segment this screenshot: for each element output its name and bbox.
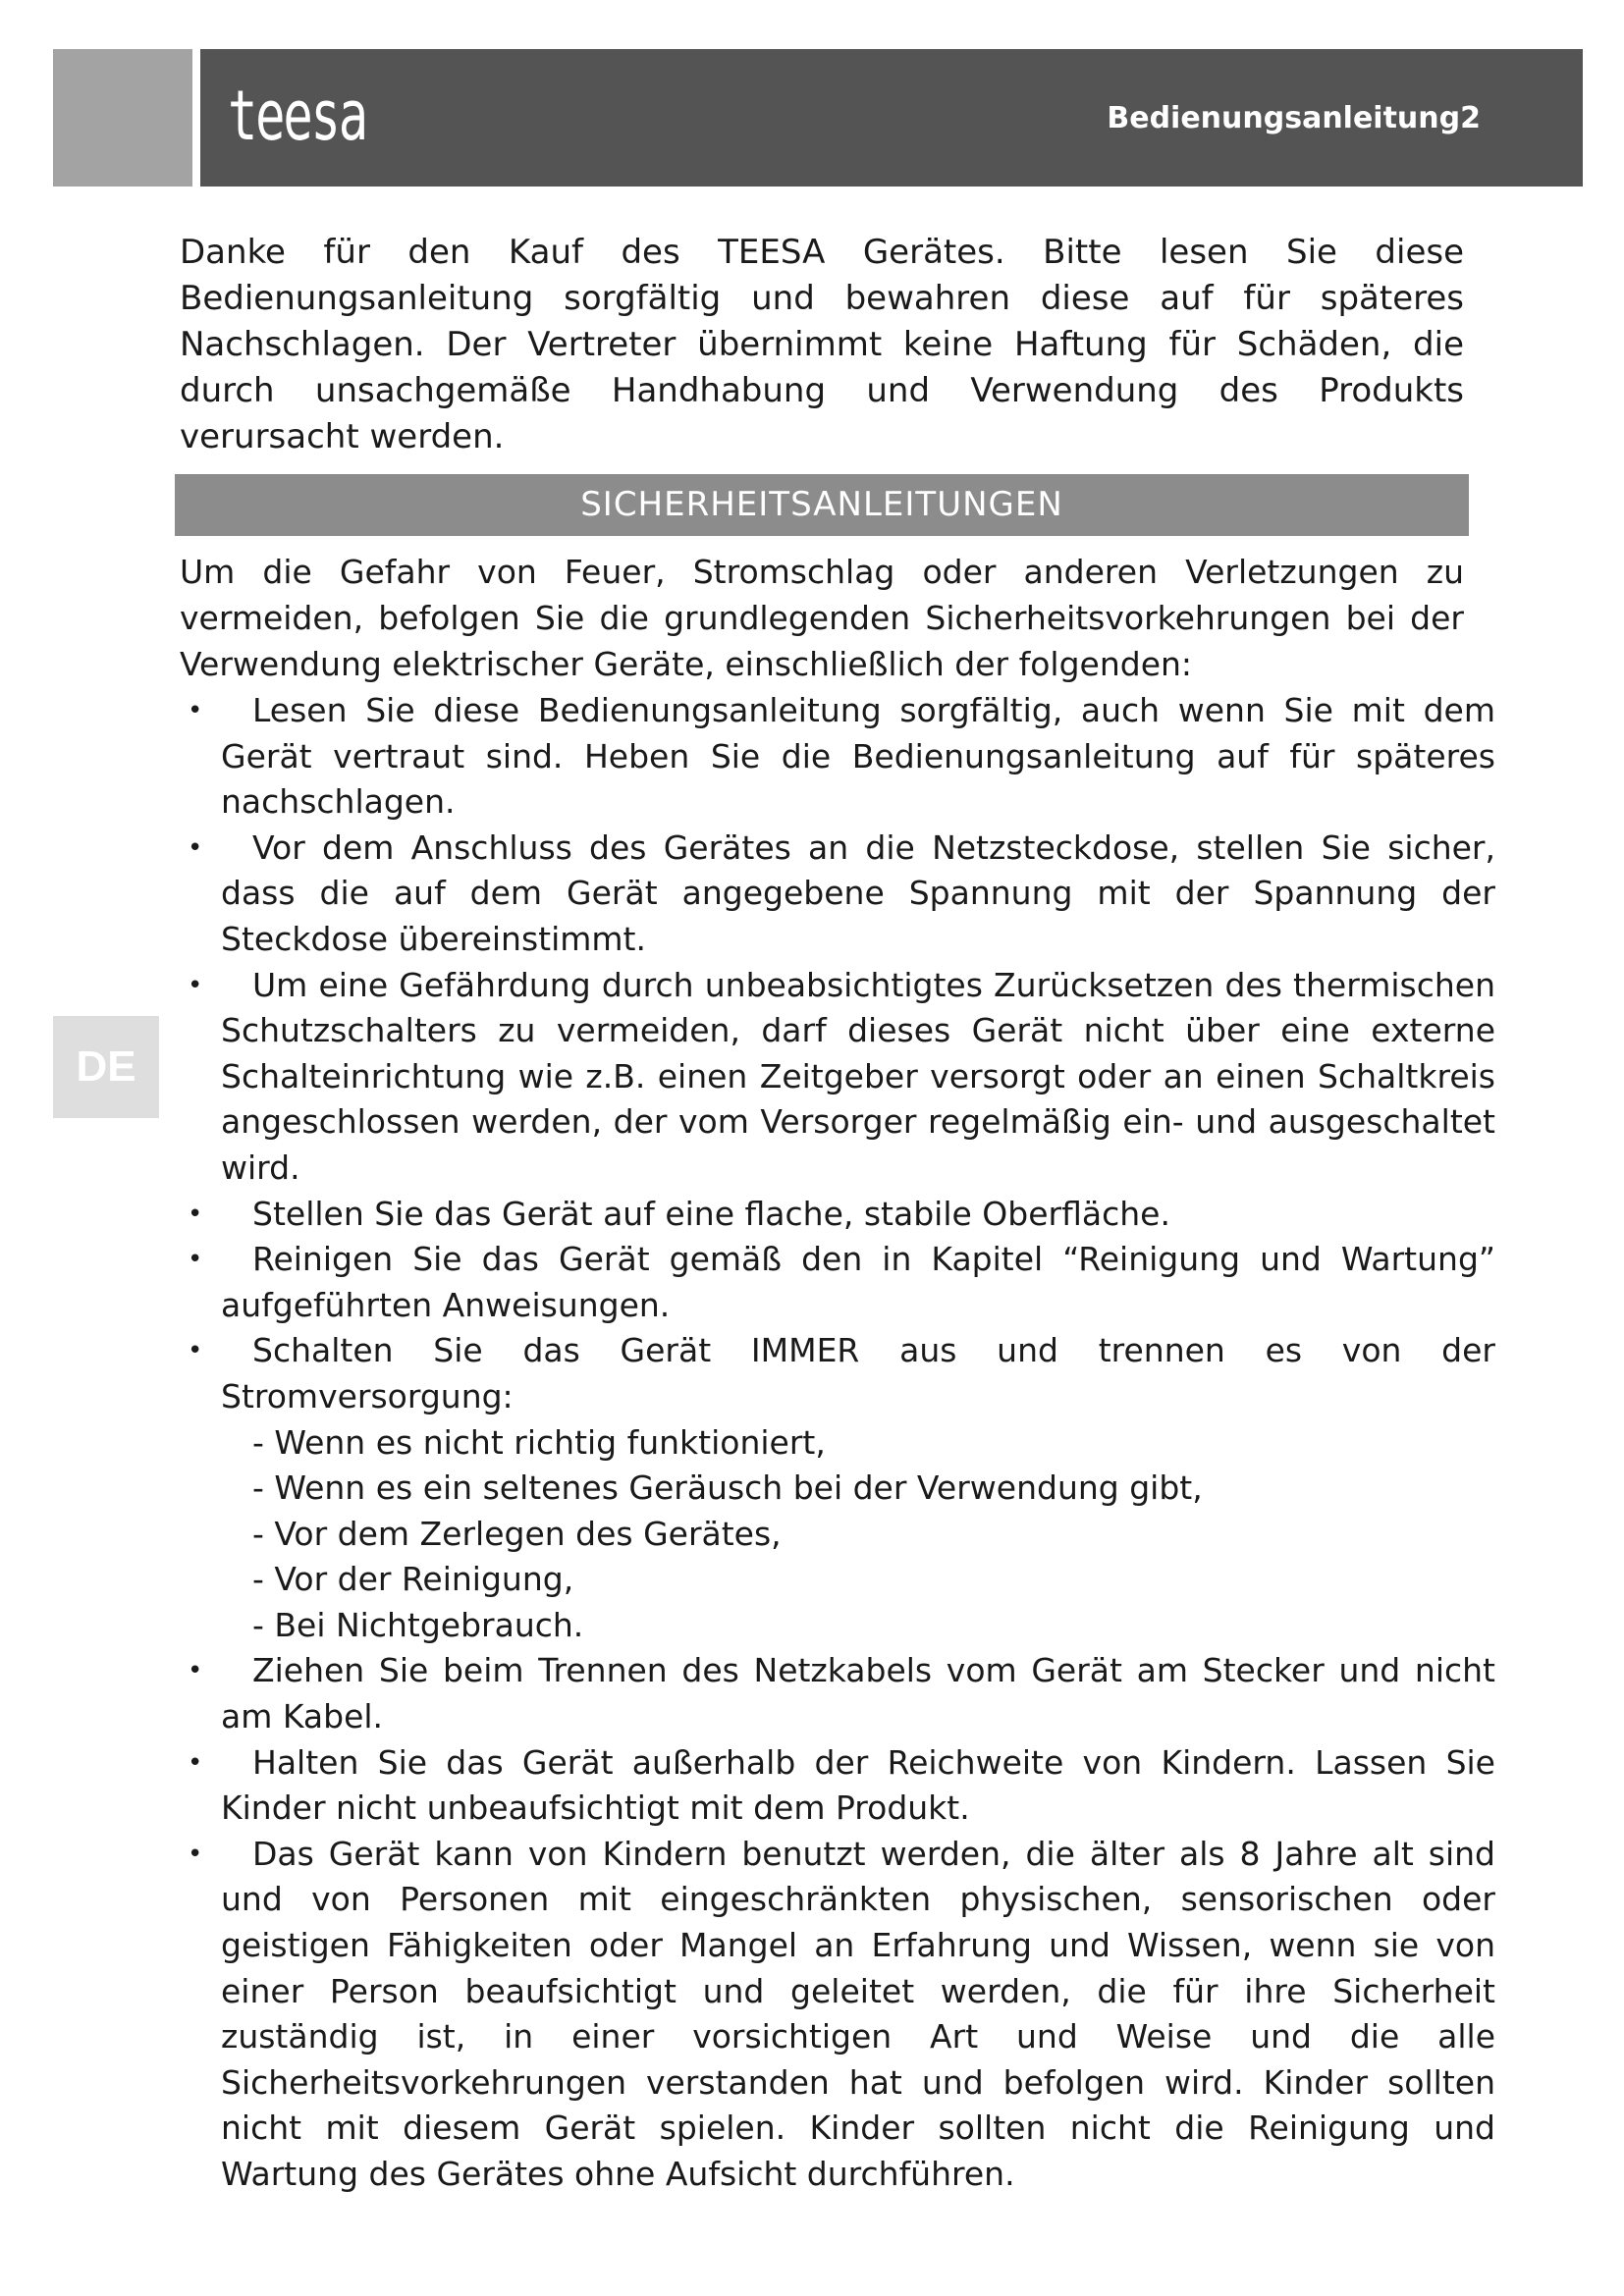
list-item-text: Schalten Sie das Gerät IMMER aus und trennen es von der Stromversorgung:: [221, 1331, 1495, 1415]
list-item: [180, 1648, 1495, 1739]
list-item: [180, 1328, 1495, 1648]
section-heading: SICHERHEITSANLEITUNGEN: [580, 485, 1063, 524]
section-heading-bar: [175, 474, 1469, 536]
sub-list-item: - Vor dem Zerlegen des Gerätes,: [252, 1514, 782, 1553]
list-item: [180, 1192, 1495, 1238]
sub-list-item: - Wenn es nicht richtig funktioniert,: [252, 1422, 826, 1462]
list-item-text: Um eine Gefährdung durch unbeabsichtigtes Zurücksetzen des thermischen Schutzschalters zu vermeiden, darf dieses Gerät nicht über eine externe Schalteinrichtung wie z.B. einen Zeitgeber versorgt oder an einen Schaltkreis angeschlossen werden, der vom Versorger regelmäßig ein- und ausgeschaltet wird.: [221, 965, 1495, 1187]
safety-list: [180, 688, 1495, 2198]
list-item: [180, 826, 1495, 963]
sub-list: [221, 1420, 1495, 1649]
list-item: [180, 1740, 1495, 1832]
list-item: [180, 1832, 1495, 2198]
intro-paragraph: Danke für den Kauf des TEESA Gerätes. Bitte lesen Sie diese Bedienungsanleitung sorgfältig und bewahren diese auf für späteres Nachschlagen. Der Vertreter übernimmt keine Haftung für Schäden, die durch unsachgemäße Handhabung und Verwendung des Produkts verursacht werden.: [180, 233, 1464, 456]
language-tab: [53, 1016, 159, 1118]
sub-list-item: - Wenn es ein seltenes Geräusch bei der Verwendung gibt,: [252, 1468, 1203, 1508]
list-item: [180, 688, 1495, 826]
list-item: [180, 1237, 1495, 1328]
list-item-text: Vor dem Anschluss des Gerätes an die Netzsteckdose, stellen Sie sicher, dass die auf dem Gerät angegebene Spannung mit der Spannung der Steckdose übereinstimmt.: [221, 828, 1495, 958]
header-side-block: [53, 49, 192, 187]
list-item-text: Lesen Sie diese Bedienungsanleitung sorgfältig, auch wenn Sie mit dem Gerät vertraut sind. Heben Sie die Bedienungsanleitung auf für späteres nachschlagen.: [221, 691, 1495, 822]
sub-list-item: - Bei Nichtgebrauch.: [252, 1605, 584, 1644]
document-title: Bedienungsanleitung2: [1107, 101, 1481, 135]
list-item-text: Das Gerät kann von Kindern benutzt werden, die älter als 8 Jahre alt sind und von Personen mit eingeschränkten physischen, sensorischen oder geistigen Fähigkeiten oder Mangel an Erfahrung und Wissen, wenn sie von einer Person beaufsichtigt und geleitet werden, die für ihre Sicherheit zuständig ist, in einer vorsichtigen Art und Weise und die alle Sicherheitsvorkehrungen verstanden hat und befolgen wird. Kinder sollten nicht mit diesem Gerät spielen. Kinder sollten nicht die Reinigung und Wartung des Gerätes ohne Aufsicht durchführen.: [221, 1834, 1495, 2193]
list-item: [180, 963, 1495, 1192]
section-lead-paragraph: Um die Gefahr von Feuer, Stromschlag oder anderen Verletzungen zu vermeiden, befolgen Sie die grundlegenden Sicherheitsvorkehrungen bei der Verwendung elektrischer Geräte, einschließlich der folgenden:: [180, 553, 1464, 683]
list-item-text: Reinigen Sie das Gerät gemäß den in Kapitel “Reinigung und Wartung” aufgeführten Anweisungen.: [221, 1240, 1495, 1324]
list-item-text: Halten Sie das Gerät außerhalb der Reichweite von Kindern. Lassen Sie Kinder nicht unbeaufsichtigt mit dem Produkt.: [221, 1742, 1495, 1828]
sub-list-item: - Vor der Reinigung,: [252, 1560, 574, 1599]
brand-logo: teesa: [228, 76, 366, 156]
list-item-text: Ziehen Sie beim Trennen des Netzkabels vom Gerät am Stecker und nicht am Kabel.: [221, 1651, 1495, 1736]
language-label: DE: [76, 1042, 136, 1091]
list-item-text: Stellen Sie das Gerät auf eine flache, stabile Oberfläche.: [252, 1194, 1170, 1233]
